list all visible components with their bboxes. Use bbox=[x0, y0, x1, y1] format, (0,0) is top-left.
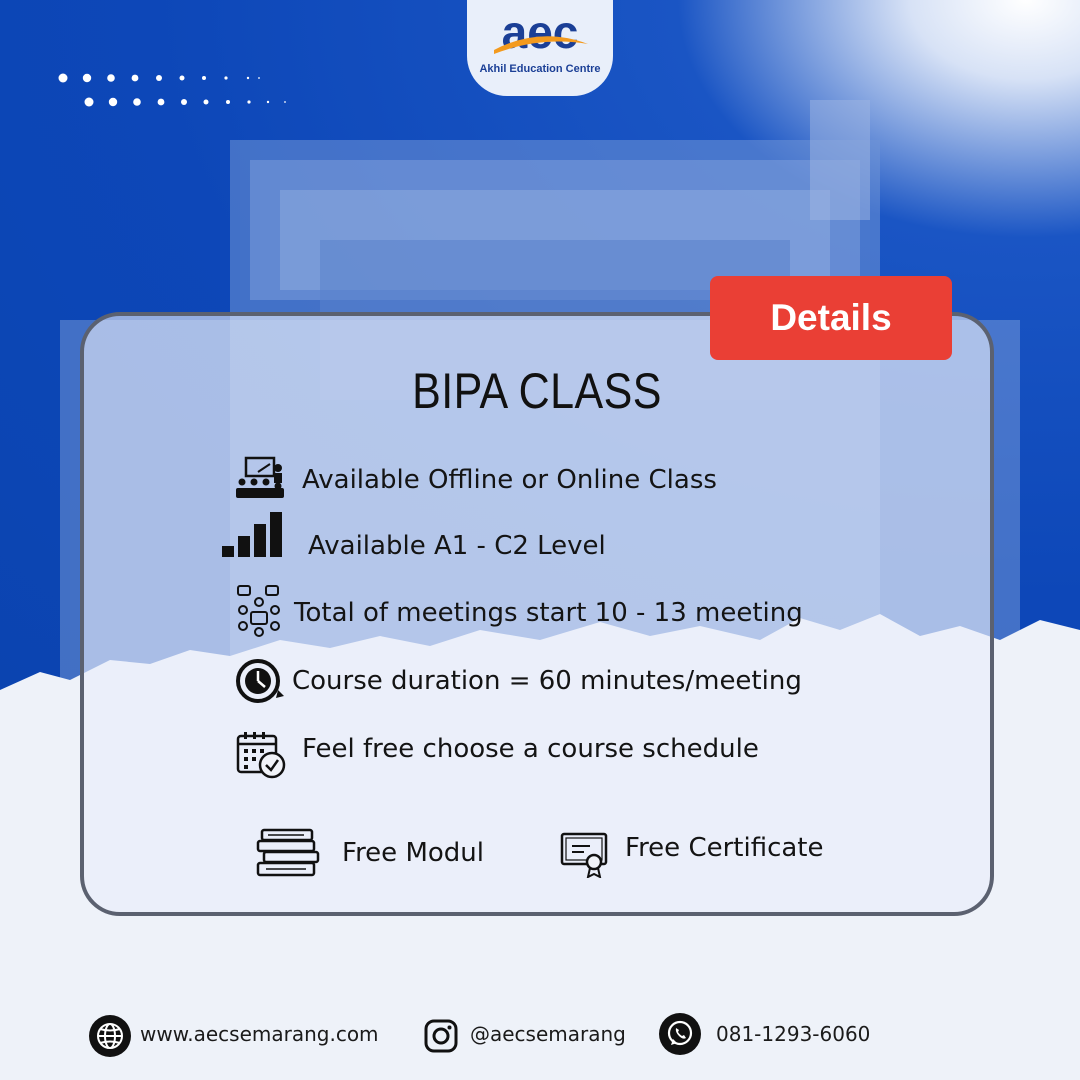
class-title: BIPA CLASS bbox=[412, 363, 662, 419]
logo-letters: aec bbox=[501, 6, 579, 58]
feature-delivery-mode: Available Offline or Online Class bbox=[302, 465, 717, 495]
books-icon bbox=[256, 828, 320, 878]
feature-meetings: Total of meetings start 10 - 13 meeting bbox=[294, 598, 803, 628]
calendar-icon bbox=[236, 730, 288, 780]
footer-whatsapp-number[interactable]: 081-1293-6060 bbox=[716, 1022, 871, 1046]
decorative-dots bbox=[58, 70, 298, 110]
footer-website-link[interactable]: www.aecsemarang.com bbox=[140, 1022, 379, 1046]
footer-instagram-link[interactable]: @aecsemarang bbox=[470, 1022, 626, 1046]
meeting-group-icon bbox=[234, 584, 284, 640]
feature-levels: Available A1 - C2 Level bbox=[308, 531, 606, 561]
aec-logo-icon bbox=[490, 6, 590, 62]
whatsapp-icon bbox=[658, 1012, 702, 1056]
clock-icon bbox=[234, 656, 286, 706]
feature-duration: Course duration = 60 minutes/meeting bbox=[292, 666, 802, 696]
feature-schedule: Feel free choose a course schedule bbox=[302, 734, 759, 764]
logo-tab bbox=[467, 0, 613, 96]
certificate-icon bbox=[560, 830, 608, 878]
extra-free-modul: Free Modul bbox=[342, 838, 484, 868]
classroom-icon bbox=[234, 456, 286, 500]
globe-icon bbox=[88, 1014, 132, 1058]
signal-bars-icon bbox=[222, 512, 286, 558]
extra-free-certificate: Free Certificate bbox=[625, 833, 824, 863]
brand-name: Akhil Education Centre bbox=[479, 63, 601, 75]
instagram-icon bbox=[424, 1019, 458, 1053]
details-badge: Details bbox=[710, 276, 952, 360]
